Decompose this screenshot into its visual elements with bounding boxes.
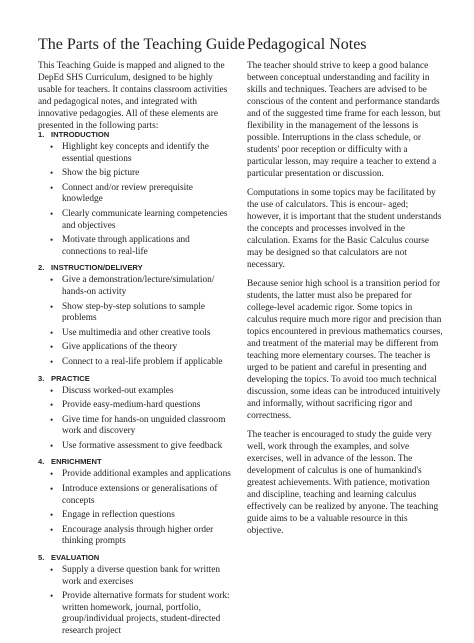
section-practice [38,374,234,453]
notes-paragraph: The teacher should strive to keep a good balance between conceptual understanding and facility in skills and techniques. Teachers are advised to be conscious of the content and performance standards and of the suggested time frame for each lesson, but flexibility in the management of the lessons is possible. Interruptions in the class schedule, or students' poor reception or difficulty with a particular lesson, may require a teacher to extend a particular presentation or discussion. [247,61,441,179]
list-item: • Clearly communicate learning competencies and objectives [62,209,234,232]
right-column-title: Pedagogical Notes [247,36,367,53]
section-heading [38,374,234,384]
bullet-list [38,469,234,548]
section-evaluation [38,553,234,638]
teaching-guide-parts [38,130,234,643]
list-item: • Give time for hands-on unguided classroom work and discovery [62,415,234,438]
section-title: ENRICHMENT [51,457,102,467]
section-introduction [38,130,234,258]
list-item: • Give applications of the theory [62,342,234,354]
notes-paragraph: Computations in some topics may be facilitated by the use of calculators. This is encour- aged; however, it is important that the student understands the concepts and processes involved in the calculation. Exams for the Basic Calculus course may be designed so that calculators are not necessary. [247,188,442,270]
list-item: • Connect and/or review prerequisite knowledge [62,183,234,206]
intro-paragraph: This Teaching Guide is mapped and aligned to the DepEd SHS Curriculum, designed to be highly usable for teachers. It contains classroom activities and pedagogical notes, and integrated with innovative pedagogies. All of these elements are presented in the following parts: [38,61,228,131]
bullet-list [38,142,234,258]
section-number: 5. [38,553,45,563]
section-enrichment [38,457,234,548]
list-item: • Highlight key concepts and identify the essential questions [62,142,234,165]
list-item: • Engage in reflection questions [62,510,234,522]
list-item: • Show step-by-step solutions to sample problems [62,302,234,325]
section-title: EVALUATION [51,553,100,563]
left-column-title: The Parts of the Teaching Guide [38,36,245,53]
section-title: INTRODUCTION [51,130,110,139]
section-instruction-delivery [38,263,234,368]
list-item: • Encourage analysis through higher order thinking prompts [62,525,234,548]
section-heading [38,457,234,467]
list-item: • Motivate through applications and connections to real-life [62,235,234,258]
section-number: 3. [38,373,45,383]
list-item: • Give a demonstration/lecture/simulation/ hands-on activity [62,275,234,298]
section-title: PRACTICE [51,373,90,383]
pedagogical-notes [247,60,443,544]
section-heading [38,553,234,563]
list-item: • Introduce extensions or generalisations of concepts [62,484,234,507]
list-item: • Supply a diverse question bank for written work and exercises [62,565,234,588]
list-item: • Discuss worked-out examples [62,386,234,398]
list-item: • Provide easy-medium-hard questions [62,400,234,412]
section-number: 2. [38,263,45,273]
section-number: 4. [38,457,45,467]
bullet-list [38,386,234,453]
list-item: • Show the big picture [62,168,234,180]
section-number: 1. [38,130,45,139]
list-item: • Connect to a real-life problem if applicable [62,357,234,369]
list-item: • Provide additional examples and applications [62,469,234,481]
list-item: • Use multimedia and other creative tools [62,328,234,340]
section-title: INSTRUCTION/DELIVERY [51,263,143,273]
notes-paragraph: The teacher is encouraged to study the guide very well, work through the examples, and solve exercises, well in advance of the lesson. The development of calculus is one of humankind's greatest achievements. With patience, motivation and discipline, teaching and learning calculus effectively can be realized by anyone. The teaching guide aims to be a valuable resource in this objective. [247,430,439,536]
list-item: • Use formative assessment to give feedback [62,441,234,453]
bullet-list [38,565,234,638]
section-heading [38,130,234,140]
bullet-list [38,275,234,368]
section-heading [38,263,234,273]
list-item: • Provide alternative formats for student work: written homework, journal, portfolio, group/individual projects, student-directed research project [62,591,234,637]
notes-paragraph: Because senior high school is a transition period for students, the latter must also be prepared for college-level academic rigor. Some topics in calculus require much more rigor and precision than topics encountered in previous mathematics courses, and treatment of the material may be different from teaching more elementary courses. The teacher is urged to be patient and careful in presenting and developing the topics. To avoid too much technical discussion, some ideas can be introduced intuitively and informally, without sacrificing rigor and correctness. [247,279,443,421]
